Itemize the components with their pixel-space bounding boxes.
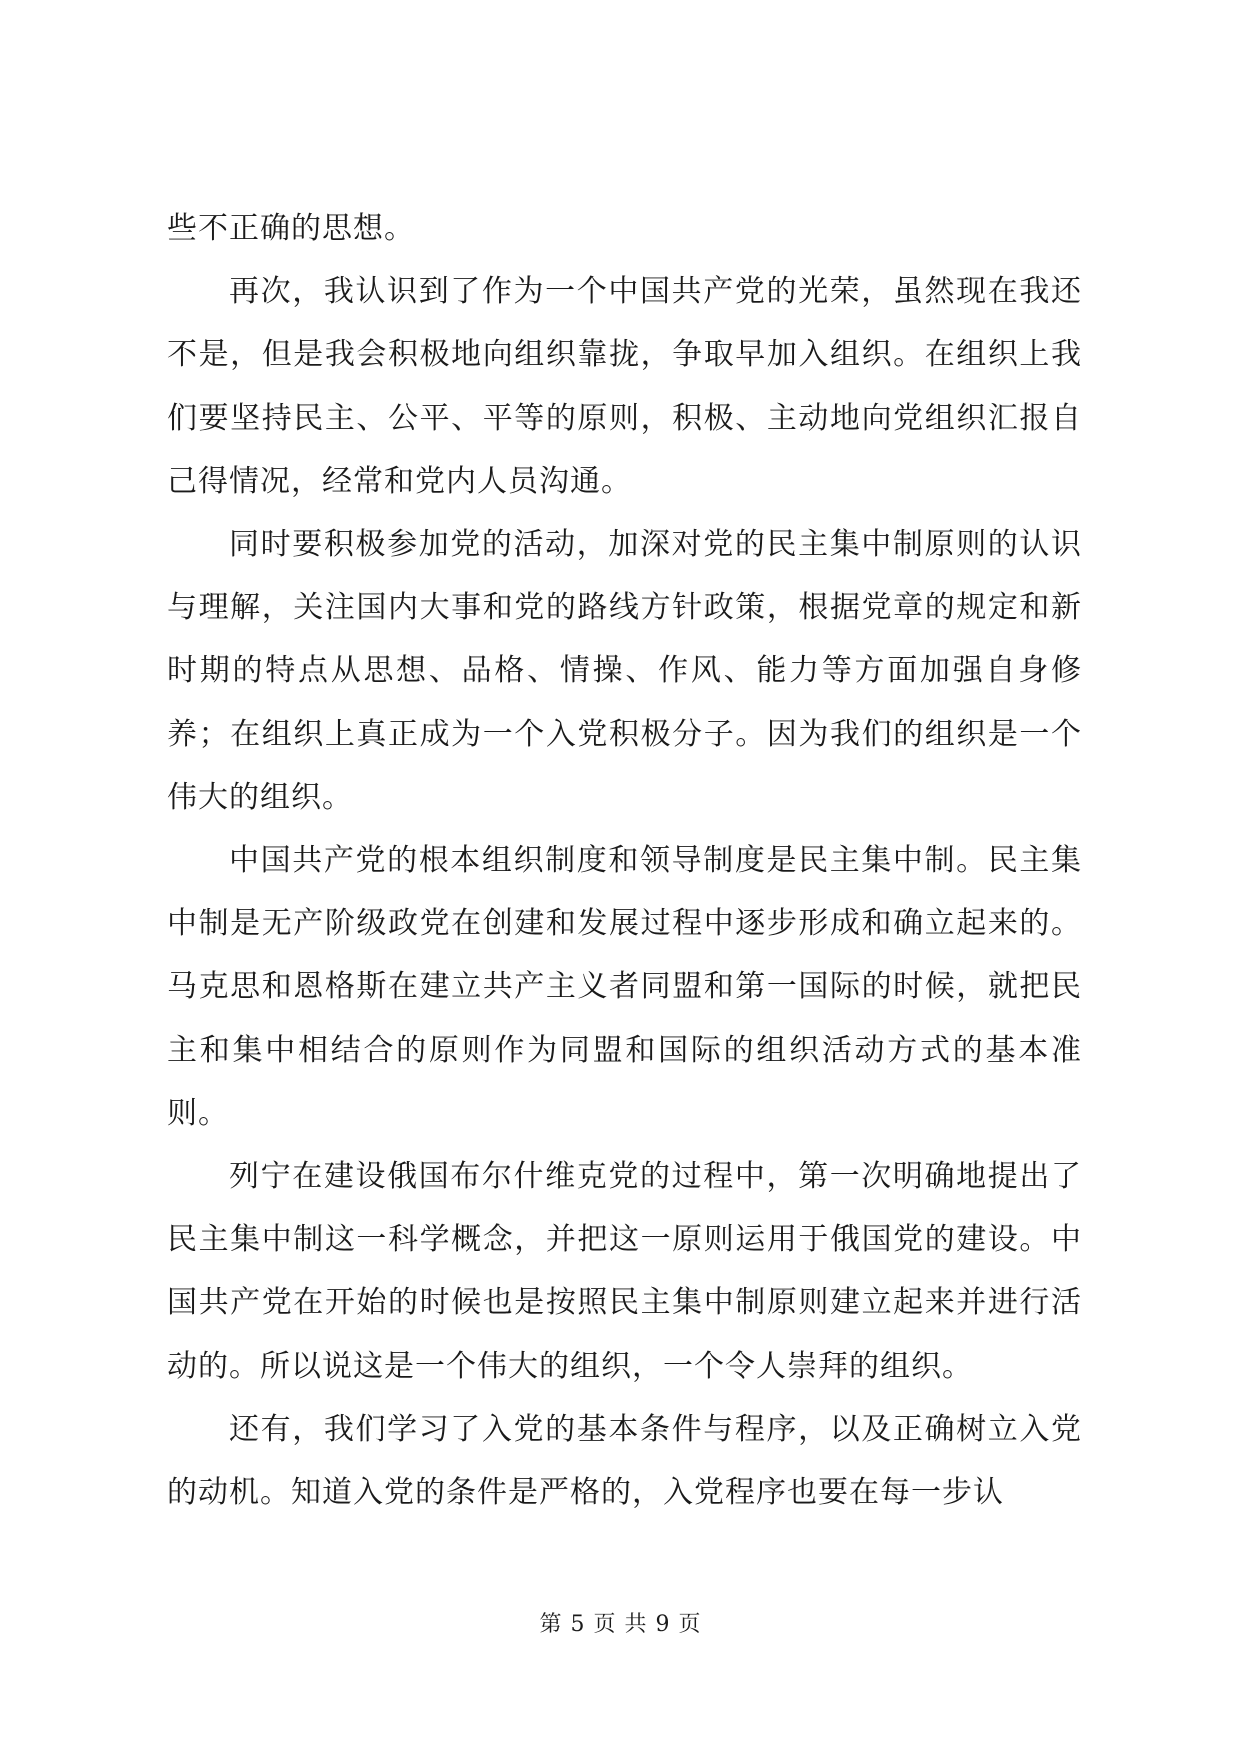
document-body xyxy=(167,197,1082,1524)
paragraph: 中国共产党的根本组织制度和领导制度是民主集中制。民主集中制是无产阶级政党在创建和发展过程中逐步形成和确立起来的。马克思和恩格斯在建立共产主义者同盟和第一国际的时候，就把民主和集中相结合的原则作为同盟和国际的组织活动方式的基本准则。 xyxy=(167,843,1082,1131)
page-number-footer: 第 5 页 共 9 页 xyxy=(539,1612,702,1637)
paragraph: 再次，我认识到了作为一个中国共产党的光荣，虽然现在我还不是，但是我会积极地向组织靠拢，争取早加入组织。在组织上我们要坚持民主、公平、平等的原则，积极、主动地向党组织汇报自己得情况，经常和党内人员沟通。 xyxy=(167,274,1082,499)
paragraph: 还有，我们学习了入党的基本条件与程序，以及正确树立入党的动机。知道入党的条件是严格的，入党程序也要在每一步认 xyxy=(167,1411,1082,1511)
paragraph: 同时要积极参加党的活动，加深对党的民主集中制原则的认识与理解，关注国内大事和党的路线方针政策，根据党章的规定和新时期的特点从思想、品格、情操、作风、能力等方面加强自身修养；在组织上真正成为一个入党积极分子。因为我们的组织是一个伟大的组织。 xyxy=(167,527,1082,815)
paragraph-continuation: 些不正确的思想。 xyxy=(167,211,415,246)
paragraph: 列宁在建设俄国布尔什维克党的过程中，第一次明确地提出了民主集中制这一科学概念，并把这一原则运用于俄国党的建设。中国共产党在开始的时候也是按照民主集中制原则建立起来并进行活动的。所以说这是一个伟大的组织，一个令人崇拜的组织。 xyxy=(167,1159,1082,1384)
